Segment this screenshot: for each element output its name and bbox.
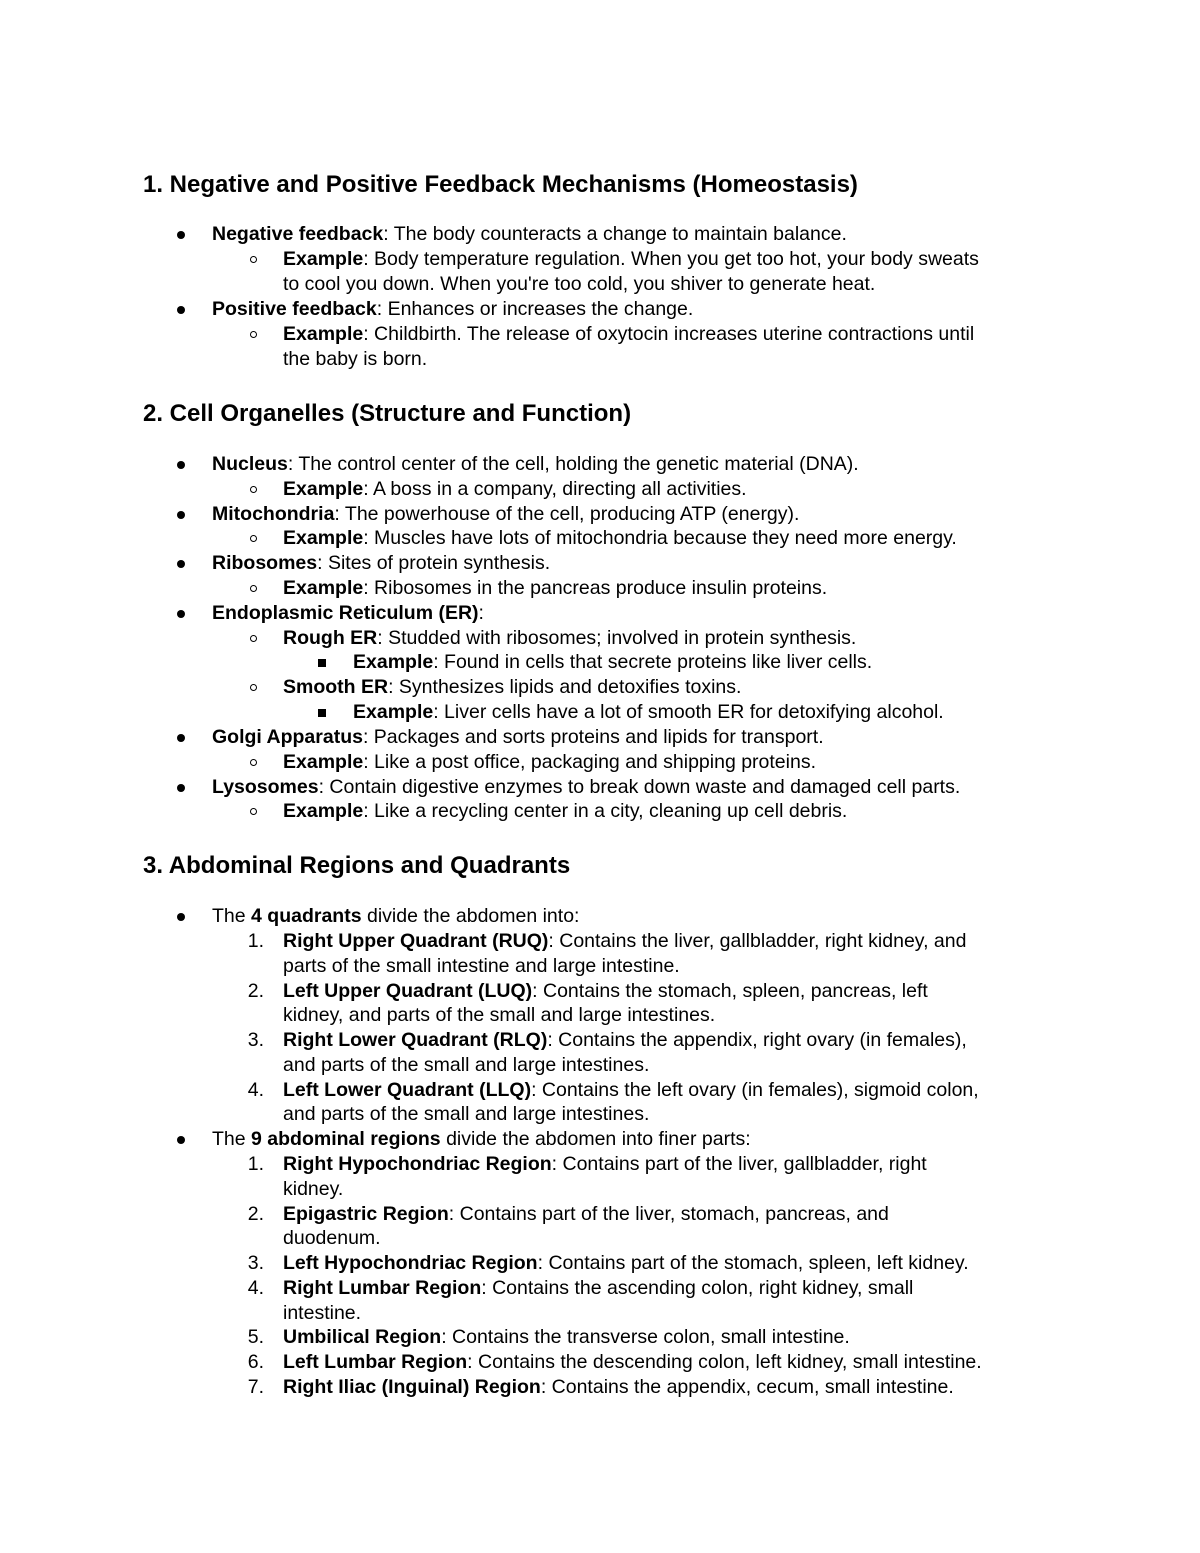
list-number: 3. [247, 1029, 264, 1051]
definition: : Synthesizes lipids and detoxifies toxins. [388, 676, 742, 698]
ribosomes-example [283, 576, 827, 601]
negative-example-line-2: to cool you down. When you're too cold, you shiver to generate heat. [283, 273, 876, 295]
definition: : Body temperature regulation. When you get too hot, your body sweats [363, 248, 979, 270]
section-3-heading: 3. Abdominal Regions and Quadrants [143, 852, 571, 879]
term: Nucleus [212, 453, 288, 475]
term: 4 quadrants [251, 905, 362, 927]
positive-example-line-1 [283, 322, 974, 347]
term: Golgi Apparatus [212, 726, 363, 748]
definition: : Contains part of the liver, stomach, pancreas, and [448, 1203, 889, 1225]
region-left-lumbar [283, 1350, 982, 1375]
term: Right Hypochondriac Region [283, 1153, 552, 1175]
bullet-disc [177, 1136, 185, 1144]
term: Positive feedback [212, 298, 377, 320]
term: Smooth ER [283, 676, 389, 698]
definition: : Found in cells that secrete proteins like liver cells. [433, 651, 873, 673]
bullet-circle [250, 331, 257, 338]
region-left-hypochondriac [283, 1251, 969, 1276]
bullet-circle [250, 635, 257, 642]
lysosomes-item [212, 775, 960, 800]
smooth-er-item [283, 675, 741, 700]
definition: : Contains the liver, gallbladder, right kidney, and [548, 930, 967, 952]
term: Lysosomes [212, 776, 319, 798]
definition: : [478, 602, 484, 624]
term: Example [283, 751, 364, 773]
region-right-hypochondriac [283, 1152, 927, 1177]
term: Endoplasmic Reticulum (ER) [212, 602, 479, 624]
definition: : Contains the appendix, right ovary (in females), [547, 1029, 967, 1051]
definition: : Liver cells have a lot of smooth ER for detoxifying alcohol. [433, 701, 944, 723]
section-2-heading: 2. Cell Organelles (Structure and Function) [143, 400, 632, 427]
definition: : Packages and sorts proteins and lipids for transport. [362, 726, 824, 748]
term: 9 abdominal regions [251, 1128, 441, 1150]
definition: : Contains the stomach, spleen, pancreas, left [532, 980, 928, 1002]
nucleus-item [212, 452, 859, 477]
list-number: 2. [247, 980, 264, 1002]
term: Right Lumbar Region [283, 1277, 482, 1299]
term: Left Lower Quadrant (LLQ) [283, 1079, 532, 1101]
term: Example [283, 478, 364, 500]
term: Example [353, 701, 434, 723]
term: Rough ER [283, 627, 378, 649]
term: Example [283, 577, 364, 599]
bullet-disc [177, 610, 185, 618]
bullet-square [318, 659, 326, 667]
definition: : A boss in a company, directing all activities. [363, 478, 747, 500]
list-number: 5. [247, 1326, 264, 1348]
negative-example-line-1 [283, 247, 979, 272]
definition: : Like a post office, packaging and shipping proteins. [363, 751, 816, 773]
rough-er-example [353, 650, 872, 675]
definition: : Contains part of the stomach, spleen, left kidney. [537, 1252, 969, 1274]
quadrant-luq-line-2: kidney, and parts of the small and large intestines. [283, 1004, 716, 1026]
text: divide the abdomen into: [361, 905, 580, 927]
definition: : The powerhouse of the cell, producing ATP (energy). [334, 503, 800, 525]
definition: : The body counteracts a change to maintain balance. [383, 223, 847, 245]
definition: : Contains the transverse colon, small intestine. [441, 1326, 850, 1348]
quadrant-rlq-line-2: and parts of the small and large intestines. [283, 1054, 650, 1076]
list-number: 1. [247, 1153, 264, 1175]
term: Right Iliac (Inguinal) Region [283, 1376, 541, 1398]
term: Negative feedback [212, 223, 384, 245]
list-number: 3. [247, 1252, 264, 1274]
definition: : Contains the descending colon, left kidney, small intestine. [467, 1351, 982, 1373]
smooth-er-example [353, 700, 944, 725]
bullet-disc [177, 913, 185, 921]
term: Example [283, 323, 364, 345]
term: Example [283, 527, 364, 549]
list-number: 4. [247, 1277, 264, 1299]
text: divide the abdomen into finer parts: [440, 1128, 751, 1150]
quadrants-intro [212, 904, 579, 929]
region-right-iliac [283, 1375, 954, 1400]
text: The [212, 905, 252, 927]
list-number: 6. [247, 1351, 264, 1373]
mitochondria-item [212, 502, 799, 527]
bullet-circle [250, 585, 257, 592]
region-right-hypochondriac-line-2: kidney. [283, 1178, 344, 1200]
bullet-disc [177, 560, 185, 568]
definition: : The control center of the cell, holding the genetic material (DNA). [287, 453, 859, 475]
region-right-lumbar-line-2: intestine. [283, 1302, 362, 1324]
definition: : Childbirth. The release of oxytocin increases uterine contractions until [363, 323, 975, 345]
text: The [212, 1128, 252, 1150]
definition: : Enhances or increases the change. [376, 298, 694, 320]
term: Umbilical Region [283, 1326, 442, 1348]
region-right-lumbar [283, 1276, 913, 1301]
golgi-item [212, 725, 824, 750]
bullet-disc [177, 306, 185, 314]
quadrant-llq [283, 1078, 979, 1103]
regions-intro [212, 1127, 751, 1152]
region-epigastric [283, 1202, 889, 1227]
list-number: 2. [247, 1203, 264, 1225]
term: Example [353, 651, 434, 673]
positive-example-line-2: the baby is born. [283, 348, 428, 370]
term: Left Hypochondriac Region [283, 1252, 538, 1274]
section-1-heading: 1. Negative and Positive Feedback Mechanisms (Homeostasis) [143, 171, 858, 198]
quadrant-luq [283, 979, 928, 1004]
definition: : Muscles have lots of mitochondria because they need more energy. [363, 527, 957, 549]
bullet-disc [177, 511, 185, 519]
bullet-circle [250, 808, 257, 815]
term: Right Lower Quadrant (RLQ) [283, 1029, 548, 1051]
nucleus-example [283, 477, 747, 502]
bullet-disc [177, 231, 185, 239]
positive-feedback-item [212, 297, 693, 322]
definition: : Like a recycling center in a city, cleaning up cell debris. [363, 800, 848, 822]
bullet-disc [177, 461, 185, 469]
bullet-circle [250, 684, 257, 691]
term: Ribosomes [212, 552, 318, 574]
lysosomes-example [283, 799, 847, 824]
quadrant-ruq [283, 929, 966, 954]
definition: : Studded with ribosomes; involved in protein synthesis. [377, 627, 857, 649]
golgi-example [283, 750, 816, 775]
list-number: 1. [247, 930, 264, 952]
term: Right Upper Quadrant (RUQ) [283, 930, 549, 952]
region-epigastric-line-2: duodenum. [283, 1227, 381, 1249]
quadrant-rlq [283, 1028, 967, 1053]
term: Epigastric Region [283, 1203, 449, 1225]
definition: : Contains part of the liver, gallbladder, right [551, 1153, 927, 1175]
bullet-square [318, 709, 326, 717]
bullet-disc [177, 784, 185, 792]
term: Left Upper Quadrant (LUQ) [283, 980, 533, 1002]
quadrant-ruq-line-2: parts of the small intestine and large intestine. [283, 955, 680, 977]
ribosomes-item [212, 551, 550, 576]
quadrant-llq-line-2: and parts of the small and large intestines. [283, 1103, 650, 1125]
rough-er-item [283, 626, 856, 651]
bullet-circle [250, 256, 257, 263]
term: Example [283, 800, 364, 822]
definition: : Contain digestive enzymes to break down waste and damaged cell parts. [318, 776, 961, 798]
bullet-circle [250, 759, 257, 766]
definition: : Contains the ascending colon, right kidney, small [481, 1277, 914, 1299]
term: Example [283, 248, 364, 270]
definition: : Contains the left ovary (in females), sigmoid colon, [531, 1079, 979, 1101]
term: Left Lumbar Region [283, 1351, 468, 1373]
negative-feedback-item [212, 222, 847, 247]
mitochondria-example [283, 526, 957, 551]
bullet-disc [177, 734, 185, 742]
bullet-circle [250, 535, 257, 542]
term: Mitochondria [212, 503, 335, 525]
definition: : Contains the appendix, cecum, small intestine. [540, 1376, 954, 1398]
region-umbilical [283, 1325, 850, 1350]
definition: : Sites of protein synthesis. [317, 552, 551, 574]
list-number: 7. [247, 1376, 264, 1398]
bullet-circle [250, 486, 257, 493]
definition: : Ribosomes in the pancreas produce insulin proteins. [363, 577, 828, 599]
er-item [212, 601, 484, 626]
list-number: 4. [247, 1079, 264, 1101]
